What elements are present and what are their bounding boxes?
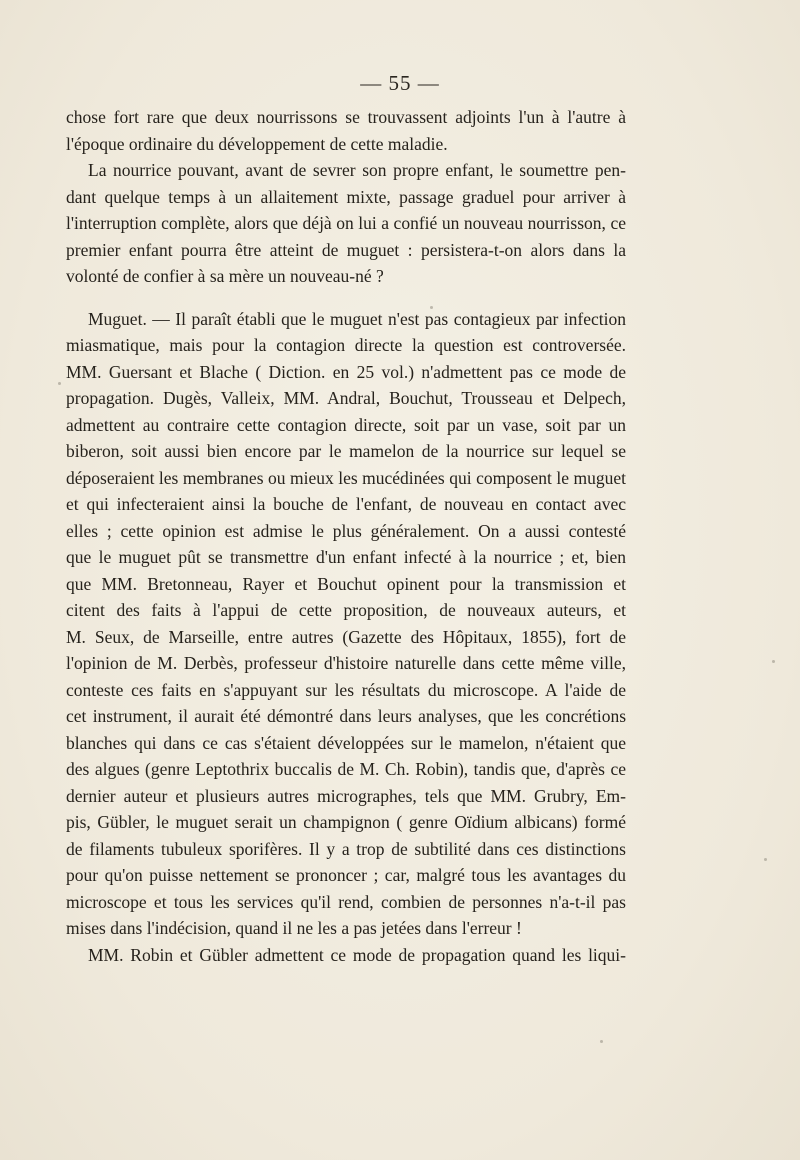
text-line: blanches qui dans ce cas s'étaient développées sur le mamelon, n'étaient que — [66, 732, 626, 753]
text-line: déposeraient les membranes ou mieux les mucédinées qui composent le muguet — [66, 467, 626, 488]
paper-speck — [764, 858, 767, 861]
text-line: miasmatique, mais pour la contagion directe la question est controversée. — [66, 335, 626, 355]
text-line: volonté de confier à sa mère un nouveau-né ? — [66, 266, 384, 286]
text-line: que MM. Bretonneau, Rayer et Bouchut opinent pour la transmission et — [66, 573, 626, 594]
paragraph-1 — [66, 104, 626, 157]
text-line: dant quelque temps à un allaitement mixte, passage graduel pour arriver à — [66, 186, 626, 207]
text-line: MM. Robin et Gübler admettent ce mode de propagation quand les liqui- — [88, 944, 626, 965]
text-line: chose fort rare que deux nourrissons se trouvassent adjoints l'un à l'autre à — [66, 107, 626, 127]
paper-speck — [772, 660, 775, 663]
text-line: pis, Gübler, le muguet serait un champignon ( genre Oïdium albicans) formé — [66, 812, 626, 832]
text-line: MM. Guersant et Blache ( Diction. en 25 vol.) n'admettent pas ce mode de — [66, 361, 626, 382]
text-line: l'opinion de M. Derbès, professeur d'histoire naturelle dans cette même ville, — [66, 653, 626, 673]
paragraph-2 — [66, 157, 626, 290]
text-line: propagation. Dugès, Valleix, MM. Andral, Bouchut, Trousseau et Delpech, — [66, 388, 626, 408]
paragraph-3 — [66, 306, 626, 969]
text-line: M. Seux, de Marseille, entre autres (Gazette des Hôpitaux, 1855), fort de — [66, 626, 626, 647]
text-line: biberon, soit aussi bien encore par le mamelon de la nourrice sur lequel se — [66, 441, 626, 461]
text-line: conteste ces faits en s'appuyant sur les résultats du microscope. A l'aide de — [66, 679, 626, 700]
text-line: et qui infecteraient ainsi la bouche de l'enfant, de nouveau en contact avec — [66, 494, 626, 514]
text-line: que le muguet pût se transmettre d'un enfant infecté à la nourrice ; et, bien — [66, 547, 626, 567]
text-line: Muguet. — Il paraît établi que le muguet n'est pas contagieux par infection — [88, 308, 626, 329]
text-line: premier enfant pourra être atteint de muguet : persistera-t-on alors dans la — [66, 239, 626, 260]
text-line: dernier auteur et plusieurs autres micrographes, tels que MM. Grubry, Em- — [66, 785, 626, 806]
text-line: admettent au contraire cette contagion directe, soit par un vase, soit par un — [66, 414, 626, 435]
text-line: l'interruption complète, alors que déjà on lui a confié un nouveau nourrisson, ce — [66, 213, 626, 233]
text-line: La nourrice pouvant, avant de sevrer son propre enfant, le soumettre pen- — [88, 160, 626, 180]
paper-speck — [58, 382, 61, 385]
paper-speck — [600, 1040, 603, 1043]
text-line: de filaments tubuleux sporifères. Il y a trop de subtilité dans ces distinctions — [66, 838, 626, 859]
body-text — [66, 104, 626, 968]
text-line: l'époque ordinaire du développement de cette maladie. — [66, 133, 448, 154]
text-line: pour qu'on puisse nettement se prononcer ; car, malgré tous les avantages du — [66, 865, 626, 885]
paper-speck — [430, 306, 433, 309]
text-line: microscope et tous les services qu'il rend, combien de personnes n'a-t-il pas — [66, 891, 626, 912]
text-line: mises dans l'indécision, quand il ne les a pas jetées dans l'erreur ! — [66, 918, 522, 938]
text-line: cet instrument, il aurait été démontré dans leurs analyses, que les concrétions — [66, 706, 626, 726]
paragraph-gap — [66, 290, 626, 306]
page-number: — 55 — — [360, 71, 440, 95]
text-line: elles ; cette opinion est admise le plus généralement. On a aussi contesté — [66, 520, 626, 541]
text-line: des algues (genre Leptothrix buccalis de M. Ch. Robin), tandis que, d'après ce — [66, 759, 626, 779]
text-line: citent des faits à l'appui de cette proposition, de nouveaux auteurs, et — [66, 600, 626, 620]
